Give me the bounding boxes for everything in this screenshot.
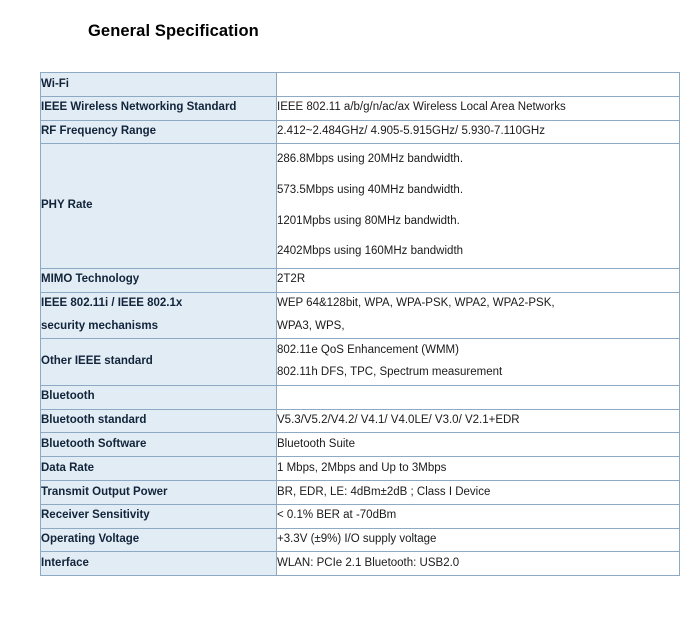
spec-value-cell [277, 144, 680, 268]
spec-value-line: 573.5Mbps using 40MHz bandwidth. [277, 183, 464, 196]
spec-value-line: 286.8Mbps using 20MHz bandwidth. [277, 152, 464, 165]
spec-label-cell [41, 409, 277, 433]
spec-value-line: 802.11e QoS Enhancement (WMM) [277, 343, 459, 356]
spec-value-cell [277, 292, 680, 339]
table-row [41, 73, 680, 97]
spec-value-cell [277, 457, 680, 481]
table-row [41, 120, 680, 144]
spec-value-cell [277, 504, 680, 528]
spec-label-line: Bluetooth [41, 390, 95, 403]
table-row [41, 268, 680, 292]
spec-value-line: < 0.1% BER at -70dBm [277, 509, 397, 522]
spec-label-cell [41, 504, 277, 528]
table-row [41, 457, 680, 481]
table-row [41, 144, 680, 268]
table-row [41, 385, 680, 409]
table-row [41, 552, 680, 576]
spec-label-line: Interface [41, 556, 89, 569]
spec-label-line: Data Rate [41, 461, 95, 474]
spec-label-line: security mechanisms [41, 319, 158, 332]
spec-label-line: Transmit Output Power [41, 485, 168, 498]
spec-label-line: Receiver Sensitivity [41, 509, 150, 522]
general-specification-table [40, 72, 680, 576]
spec-label-line: IEEE 802.11i / IEEE 802.1x [41, 297, 183, 309]
page-title: General Specification [88, 22, 259, 40]
spec-value-line: +3.3V (±9%) I/O supply voltage [277, 533, 437, 546]
table-row [41, 528, 680, 552]
spec-value-line: 802.11h DFS, TPC, Spectrum measurement [277, 366, 503, 379]
spec-value-line: V5.3/V5.2/V4.2/ V4.1/ V4.0LE/ V3.0/ V2.1+EDR [277, 414, 520, 427]
table-row [41, 292, 680, 339]
spec-label-cell [41, 73, 277, 97]
spec-value-cell [277, 120, 680, 144]
spec-value-cell [277, 552, 680, 576]
spec-label-cell [41, 96, 277, 120]
spec-label-cell [41, 457, 277, 481]
spec-value-line: WLAN: PCIe 2.1 Bluetooth: USB2.0 [277, 556, 460, 569]
spec-label-line: Bluetooth Software [41, 437, 147, 450]
spec-label-cell [41, 552, 277, 576]
spec-value-cell [277, 528, 680, 552]
spec-value-line: 2402Mbps using 160MHz bandwidth [277, 245, 464, 258]
spec-value-line: IEEE 802.11 a/b/g/n/ac/ax Wireless Local Area Networks [277, 101, 566, 114]
spec-value-cell [277, 385, 680, 409]
spec-label-cell [41, 528, 277, 552]
spec-label-line: Operating Voltage [41, 533, 140, 546]
spec-value-line: BR, EDR, LE: 4dBm±2dB ; Class I Device [277, 485, 491, 498]
spec-label-cell [41, 268, 277, 292]
table-row [41, 96, 680, 120]
table-body [41, 73, 680, 576]
spec-label-line: RF Frequency Range [41, 125, 157, 138]
spec-label-cell [41, 292, 277, 339]
spec-value-line: 2T2R [277, 273, 306, 286]
spec-value-cell [277, 433, 680, 457]
spec-value-cell [277, 73, 680, 97]
table-row [41, 409, 680, 433]
table-row [41, 433, 680, 457]
table-row [41, 481, 680, 505]
spec-label-cell [41, 385, 277, 409]
spec-label-cell [41, 120, 277, 144]
spec-label-line: MIMO Technology [41, 273, 140, 286]
spec-value-line: 2.412~2.484GHz/ 4.905-5.915GHz/ 5.930-7.110GHz [277, 125, 545, 138]
spec-label-line: IEEE Wireless Networking Standard [41, 101, 237, 114]
spec-value-cell [277, 409, 680, 433]
spec-value-line: 1201Mpbs using 80MHz bandwidth. [277, 214, 460, 227]
spec-value-line: WPA3, WPS, [277, 319, 345, 332]
spec-value-cell [277, 481, 680, 505]
spec-label-cell [41, 433, 277, 457]
spec-value-cell [277, 339, 680, 386]
spec-value-cell [277, 268, 680, 292]
spec-label-cell [41, 481, 277, 505]
table-row [41, 339, 680, 386]
spec-label-line: Wi-Fi [41, 77, 69, 90]
spec-value-cell [277, 96, 680, 120]
spec-value-line: 1 Mbps, 2Mbps and Up to 3Mbps [277, 461, 447, 474]
spec-label-line: PHY Rate [41, 199, 93, 212]
table-row [41, 504, 680, 528]
spec-label-cell [41, 144, 277, 268]
spec-label-cell [41, 339, 277, 386]
spec-label-line: Other IEEE standard [41, 355, 153, 368]
spec-value-line: WEP 64&128bit, WPA, WPA-PSK, WPA2, WPA2-PSK, [277, 297, 555, 309]
spec-label-line: Bluetooth standard [41, 414, 147, 427]
spec-value-line: Bluetooth Suite [277, 437, 356, 450]
